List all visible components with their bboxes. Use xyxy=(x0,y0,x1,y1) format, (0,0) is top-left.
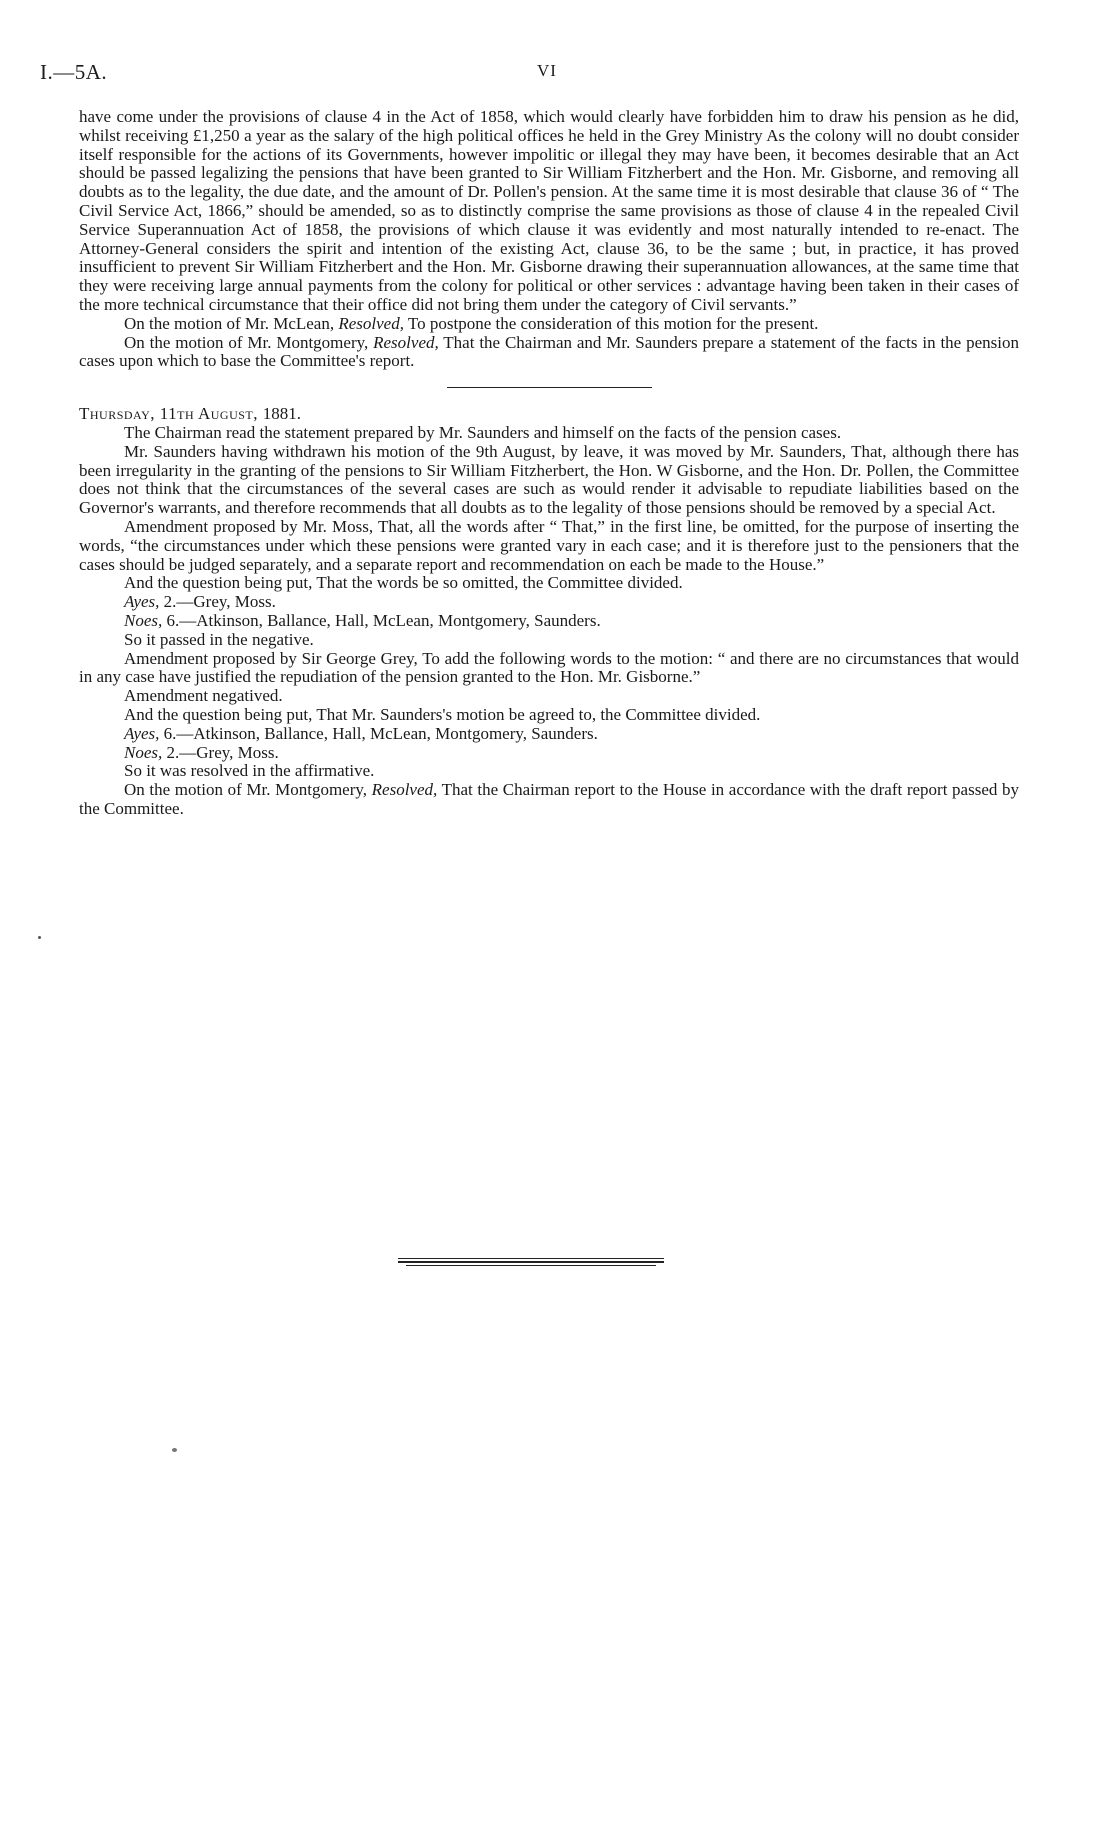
vote-ayes-first xyxy=(79,593,1019,612)
paragraph-affirmative: So it was resolved in the affirmative. xyxy=(124,761,375,781)
ayes-label: Ayes, xyxy=(124,592,160,612)
ayes-names: 6.—Atkinson, Ballance, Hall, McLean, Montgomery, Saunders. xyxy=(159,723,598,743)
motion-mclean xyxy=(79,315,1019,334)
noes-names: 2.—Grey, Moss. xyxy=(162,742,279,762)
paragraph-chairman: The Chairman read the statement prepared by Mr. Saunders and himself on the facts of the pension cases. xyxy=(124,422,842,442)
motion-text: On the motion of Mr. Montgomery, xyxy=(124,780,372,800)
date-year: 1881. xyxy=(262,404,302,424)
margin-mark xyxy=(38,936,41,939)
paragraph-question-first: And the question being put, That the words be so omitted, the Committee divided. xyxy=(124,573,683,593)
date-heading xyxy=(79,405,1019,424)
noes-names: 6.—Atkinson, Ballance, Hall, McLean, Montgomery, Saunders. xyxy=(162,610,601,630)
motion-text: To postpone the consideration of this motion for the present. xyxy=(403,313,819,333)
end-divider xyxy=(398,1258,664,1266)
paragraph-saunders-motion: Mr. Saunders having withdrawn his motion of the 9th August, by leave, it was moved by Mr. Saunders, That, although there has been irregularity in the granting of the pensions to Sir William Fitzherbert, the Hon. W Gisborne, and the Hon. Dr. Pollen, the Committee does not think that the circumstances of the several cases are such as would render it advisable to repudiate liabilities based on the Governor's warrants, and therefore recommends that all doubts as to the legality of those pensions should be removed by a special Act. xyxy=(79,441,1019,518)
section-divider xyxy=(447,387,652,388)
ayes-names: 2.—Grey, Moss. xyxy=(159,592,276,612)
motion-text: On the motion of Mr. Montgomery, xyxy=(124,332,374,352)
vote-noes-first xyxy=(79,612,1019,631)
ayes-label: Ayes, xyxy=(124,723,160,743)
date-day: Thursday xyxy=(79,404,151,424)
motion-text: That the Chairman and Mr. Saunders prepare a statement of the facts in the pension cases upon which to base the Committee's report. xyxy=(79,332,1019,371)
paragraph-moss-amendment: Amendment proposed by Mr. Moss, That, all the words after “ That,” in the first line, be omitted, for the purpose of inserting the words, “the circumstances under which these pensions were granted vary in each case; and it is therefore just to the pensioners that the cases should be judged separately, and a separate report and recommendation on each be made to the House.” xyxy=(79,516,1019,574)
vote-noes-second xyxy=(79,744,1019,763)
page-number: VI xyxy=(537,61,557,80)
resolved-label: Resolved, xyxy=(371,780,438,800)
paragraph-negative: So it passed in the negative. xyxy=(124,629,314,649)
motion-text: That the Chairman report to the House in accordance with the draft report passed by the Committee. xyxy=(79,780,1019,818)
paragraph-continuation: have come under the provisions of clause 4 in the Act of 1858, which would clearly have forbidden him to draw his pension as he did, whilst receiving £1,250 a year as the salary of the high political offices he held in the Grey Ministry As the colony will no doubt consider itself responsible for the actions of its Governments, however impolitic or illegal they may have been, it becomes desirable that an Act should be passed legalizing the pensions that have been granted to Sir William Fitzherbert and the Hon. Mr. Gisborne, and removing all doubts as to the legality, the due date, and the amount of Dr. Pollen's pension. At the same time it is most desirable that clause 36 of “ The Civil Service Act, 1866,” should be amended, so as to distinctly comprise the same provisions as those of clause 4 in the repealed Civil Service Superannuation Act of 1858, the provisions of which clause it was evidently and most naturally intended to re-enact. The Attorney-General considers the spirit and intention of the existing Act, clause 36, to be the same ; but, in practice, it has proved insufficient to prevent Sir William Fitzherbert and the Hon. Mr. Gisborne drawing their superannuation allowances, at the same time that they were receiving large annual payments from the colony for political or other services : advantage having been taken in their cases of the more technical circumstance that their office did not bring them under the category of Civil servants.” xyxy=(79,107,1019,314)
noes-label: Noes, xyxy=(124,742,163,762)
resolved-label: Resolved, xyxy=(373,332,439,352)
paragraph-question-second: And the question being put, That Mr. Saunders's motion be agreed to, the Committee divided. xyxy=(124,704,761,724)
noes-label: Noes, xyxy=(124,610,163,630)
motion-text: On the motion of Mr. McLean, xyxy=(124,313,339,333)
paragraph-grey-amendment: Amendment proposed by Sir George Grey, To add the following words to the motion: “ and there are no circumstances that would in any case have justified the repudiation of the pension granted to the Hon. Mr. Gisborne.” xyxy=(79,648,1019,687)
ink-speck xyxy=(172,1448,177,1452)
resolved-label: Resolved, xyxy=(338,313,404,333)
motion-montgomery-first xyxy=(79,334,1019,372)
page-reference: I.—5A. xyxy=(40,60,108,84)
motion-montgomery-final xyxy=(79,781,1019,819)
document-body xyxy=(79,108,1019,819)
date-day-month: , 11th August, xyxy=(150,404,263,424)
paragraph-amendment-negatived: Amendment negatived. xyxy=(124,686,283,706)
vote-ayes-second xyxy=(79,725,1019,744)
